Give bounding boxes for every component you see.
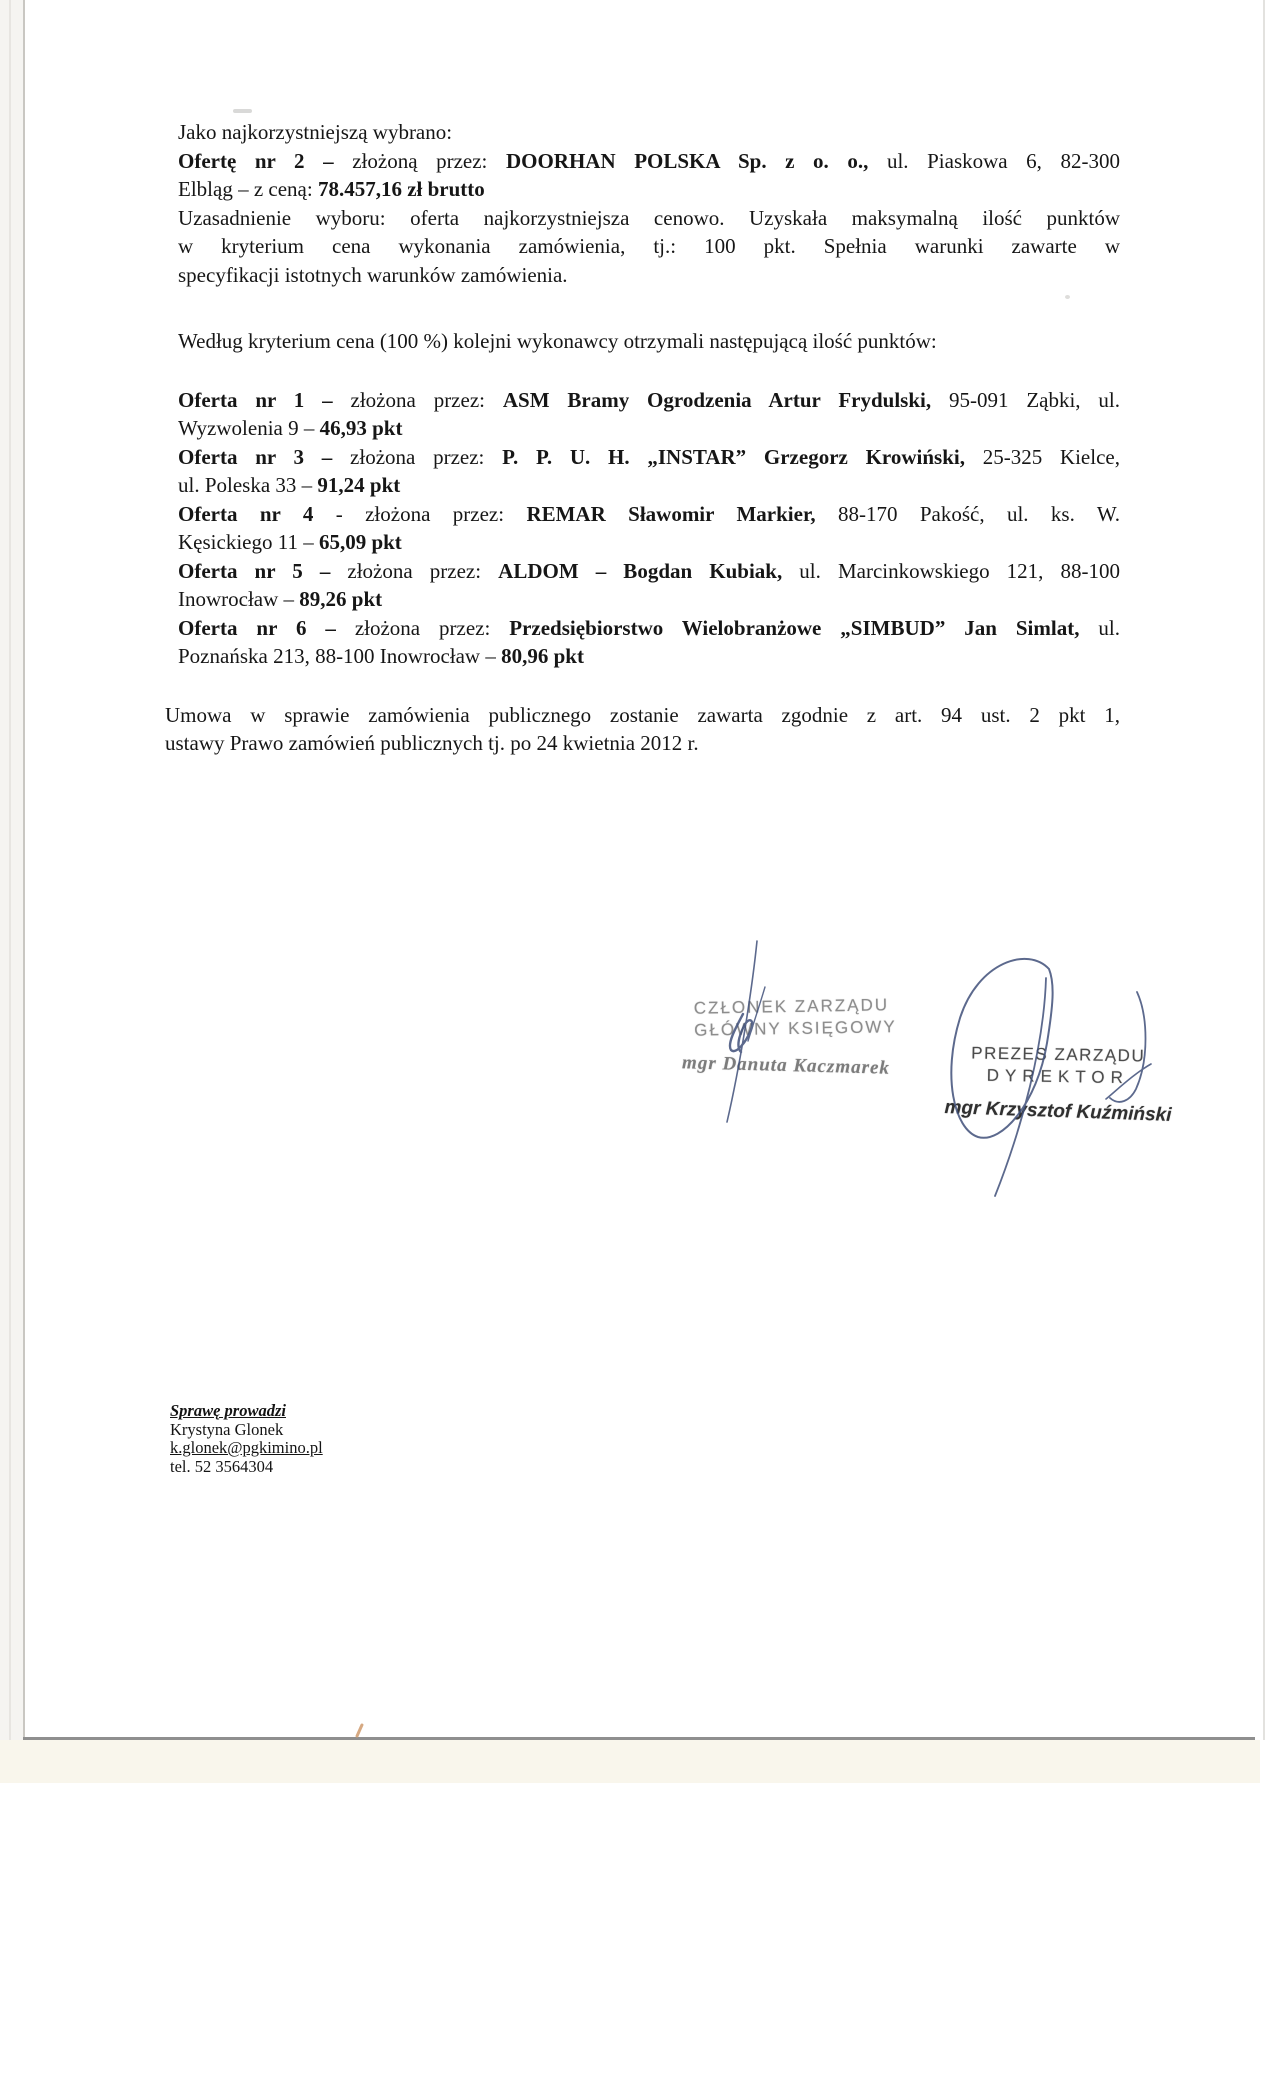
stamp-role-left-line1: CZŁONEK ZARZĄDU [693,995,890,1018]
winner-offer-paragraph [178,147,1120,204]
stamp-name-left: mgr Danuta Kaczmarek [681,1052,891,1079]
orange-scan-mark [355,1723,364,1738]
text-line: Oferta nr 4 - złożona przez: REMAR Sławomir Markier, 88-170 Pakość, ul. ks. W. [178,501,1120,526]
justification-paragraph [178,204,1120,290]
offer-item-3 [178,443,1120,500]
page-right-edge [1263,0,1265,1740]
text-line: Oferta nr 6 – złożona przez: Przedsiębiorstwo Wielobranżowe „SIMBUD” Jan Simlat, ul. [178,615,1120,640]
stamp-role-right-line2: DYREKTOR [986,1065,1130,1088]
text-line: Elbląg – z ceną: 78.457,16 zł brutto [178,177,485,201]
footer-block [170,1402,323,1476]
offer-item-4 [178,500,1120,557]
text-line: Oferta nr 1 – złożona przez: ASM Bramy Ogrodzenia Artur Frydulski, 95-091 Ząbki, ul. [178,387,1120,412]
stamp-role-left [693,994,897,1041]
offer-item-5 [178,557,1120,614]
page-left-edge [23,0,25,1740]
document-body [165,118,1120,758]
scanner-margin-strip [0,0,23,1783]
offers-list [178,386,1120,671]
text-line: ustawy Prawo zamówień publicznych tj. po 24 kwietnia 2012 r. [165,731,699,755]
text-line: Poznańska 213, 88-100 Inowrocław – 80,96 pkt [178,644,584,668]
text-line: Wyzwolenia 9 – 46,93 pkt [178,416,403,440]
text-line: specyfikacji istotnych warunków zamówienia. [178,262,568,287]
stamp-role-right [968,1042,1149,1089]
text-line: Oferta nr 5 – złożona przez: ALDOM – Bogdan Kubiak, ul. Marcinkowskiego 121, 88-100 [178,558,1120,583]
footer-contact-email: k.glonek@pgkimino.pl [170,1438,323,1457]
text-line: Oferta nr 3 – złożona przez: P. P. U. H. „INSTAR” Grzegorz Krowiński, 25-325 Kielce, [178,444,1120,469]
intro-line: Jako najkorzystniejszą wybrano: [178,120,453,144]
footer-contact-name: Krystyna Glonek [170,1419,284,1439]
scanner-bottom-band [0,1740,1260,1783]
offer-item-1 [178,386,1120,443]
text-line: w kryterium cena wykonania zamówienia, tj.: 100 pkt. Spełnia warunki zawarte w [178,234,1120,258]
text-line: Umowa w sprawie zamówienia publicznego zostanie zawarta zgodnie z art. 94 ust. 2 pkt 1, [165,702,1120,727]
offer-item-6 [178,614,1120,671]
text-line: ul. Poleska 33 – 91,24 pkt [178,473,401,497]
text-line: Kęsickiego 11 – 65,09 pkt [178,530,402,554]
scan-smudge [233,109,252,113]
stamp-role-left-line2: GŁÓWNY KSIĘGOWY [694,1017,897,1040]
stamp-role-right-line1: PREZES ZARZĄDU [971,1043,1146,1066]
criteria-line: Według kryterium cena (100 %) kolejni wykonawcy otrzymali następującą ilość punktów: [178,329,937,353]
contract-paragraph [165,701,1120,758]
stamp-name-right: mgr Krzysztof Kuźmiński [944,1097,1172,1126]
footer-contact-phone: tel. 52 3564304 [170,1456,274,1476]
text-line: Uzasadnienie wyboru: oferta najkorzystniejsza cenowo. Uzyskała maksymalną ilość punktów [178,205,1120,230]
footer-heading: Sprawę prowadzi [170,1401,286,1420]
text-line: Inowrocław – 89,26 pkt [178,587,383,611]
text-line: Ofertę nr 2 – złożoną przez: DOORHAN POLSKA Sp. z o. o., ul. Piaskowa 6, 82-300 [178,148,1120,173]
